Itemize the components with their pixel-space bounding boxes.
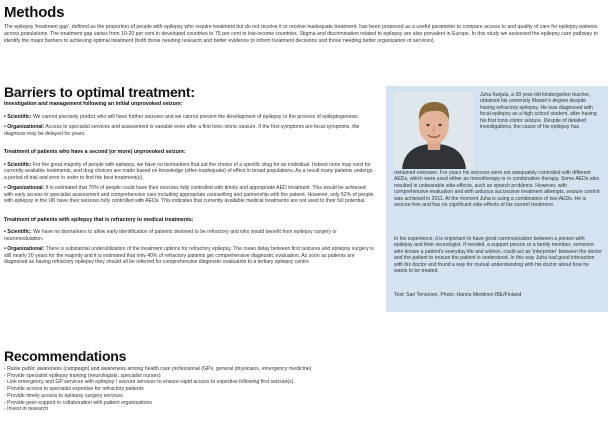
portrait-illustration	[394, 92, 474, 169]
bullet-label: • Organizational:	[4, 185, 45, 191]
bullet-scientific-refractory	[4, 229, 376, 242]
list-item: - Raise public awareness (campaign) and awareness among health care professional (GPs, general physicians, emergency medicine)	[4, 366, 312, 372]
bullet-scientific-initial	[4, 114, 376, 121]
list-item: - Provide peer-support in collaboration with patient organizations	[4, 399, 152, 406]
section-title-initial-seizure: Investigation and management following an initial unprovoked seizure:	[4, 101, 183, 107]
bullet-text: Access to specialist services and assessment is variable even after a first tonic-clonic seizure. If the first symptoms are focal symptoms, the diagnosis may be delayed for years.	[4, 124, 360, 137]
bullet-label: • Scientific:	[4, 229, 32, 235]
sidebar-paragraph-history: remained unknown. For years his seizures were not adequately controlled with different AEDs, which were used either as monotherapy or in combination therapy. Some AEDs also resulted in unbearable side-effects, such as speech problems. However, with comprehensive evaluation and with arduous successive treatment attempts, seizure control was achieved in 2011. At the moment Juha is using a combination of two AEDs. He is seizure-free and has no significant side-effects of his current treatment.	[394, 170, 600, 209]
list-item: - Invest in research	[4, 406, 49, 413]
bullet-text: For the great majority of people with epilepsy, we have no biomarkers that aid the choice of a specific drug for an individual. Indeed none may exist for currently available treatments, and drug choices are made based on knowledge (often inadequate) of effect in broad populations. As a result many patients undergo a period of trial and error in order to find the best treatment(s).	[4, 161, 373, 181]
section-title-second-seizure: Treatment of patients who have a second (or more) unprovoked seizure:	[4, 149, 186, 155]
bullet-label: • Scientific:	[4, 113, 32, 120]
bullet-organizational-refractory	[4, 246, 376, 266]
barriers-heading: Barriers to optimal treatment:	[4, 84, 195, 100]
list-item: - Provide specialist epilepsy training (neurologists, specialist nurses)	[4, 372, 161, 379]
sidebar-credit: Text: Sari Tervonen, Photo: Hannu Miettinen IBE/Finland	[394, 292, 522, 298]
portrait-photo	[394, 92, 474, 169]
case-study-sidebar	[386, 86, 608, 312]
bullet-organizational-initial	[4, 124, 376, 137]
list-item: - Link emergency and GP services with epilepsy / seizure services to ensure rapid access to expertise following first seizure(s).	[4, 379, 295, 386]
bullet-text: It is estimated that 70% of people could have their seizures fully controlled with timely and appropriate AED treatment. This would be achieved with early access to specialist assessment and comprehensive care including appropriate counselling and partnership with the patient. However, only 52% of people with epilepsy in the UK have their seizures fully controlled with AEDs. This indicates that currently available medical treatments are not used to their full potential.	[4, 185, 374, 204]
bullet-text: There is substantial underutilization of the treatment options for refractory epilepsy. The mean delay between first seizures and epilepsy surgery is still nearly 20 years for the majority and it is estimated that only 40% of refractory patients get comprehensive diagnostic evaluation. As soon as patients are diagnosed as having refractory epilepsy they should all be referred for comprehensive diagnostic evaluation to a tertiary epilepsy centre	[4, 246, 374, 265]
recommendations-list	[4, 366, 604, 413]
bullet-text: We cannot precisely predict who will have further seizures and we cannot prevent the development of epilepsy or the process of epileptogenesis.	[31, 113, 360, 120]
bullet-label: • Organizational:	[4, 124, 45, 130]
list-item: - Provide timely access to epilepsy surgery services	[4, 392, 123, 399]
list-item: - Provide access to specialist expertise for refractory patients	[4, 386, 144, 393]
sidebar-paragraph-intro: Juha Karjula, a 38 year-old kindergarten teacher, obtained his university Master's degree despite having refractory epilepsy. He was diagnosed with focal epilepsy as a high school student, after having his first tonic-clonic seizure. Despite of detailed investigations, the cause of his epilepsy has	[480, 92, 597, 131]
sidebar-paragraph-experience: In his experience, it is important to have good communication between a person with epilepsy and their neurologist. If needed, a support person or a family member, someone who knows a patient's everyday life and wishes, could act as 'interpreter' between the doctor and the patient to ensure the patient is understood. In this way Juha had good interaction with his doctor and found a way for mutual understanding with his doctor about how he wants to be treated.	[394, 236, 602, 275]
barriers-column	[4, 101, 376, 270]
bullet-label: • Organizational:	[4, 246, 45, 252]
bullet-label: • Scientific:	[4, 161, 32, 168]
bullet-text: We have no biomarkers to allow early identification of patients destined to be refractory and who would benefit from epilepsy surgery or neuromodulation.	[4, 229, 337, 242]
bullet-organizational-second	[4, 185, 376, 205]
section-title-refractory: Treatment of patients with epilepsy that is refractory to medical treatments:	[4, 216, 194, 223]
bullet-scientific-second	[4, 162, 376, 182]
methods-heading: Methods	[4, 4, 65, 21]
methods-paragraph: The epilepsy 'treatment gap', defined as the proportion of people with epilepsy who require treatment but do not receive it or receive inadequate treatment, has been proposed as a useful parameter to compare access to and quality of care for epilepsy patients across populations. The treatment gap varies from 10-20 per cent in developed countries to 75 per cent in low-income countries. Stigma and discrimination related to epilepsy are also prevalent in Europe. In this study we assessed the epilepsy care pathway to identify the major barriers to achieving optimal treatment (both those needing research and better evidence to inform treatment decisions and those needing better organization of services).	[4, 24, 598, 44]
recommendations-heading: Recommendations	[4, 348, 127, 364]
